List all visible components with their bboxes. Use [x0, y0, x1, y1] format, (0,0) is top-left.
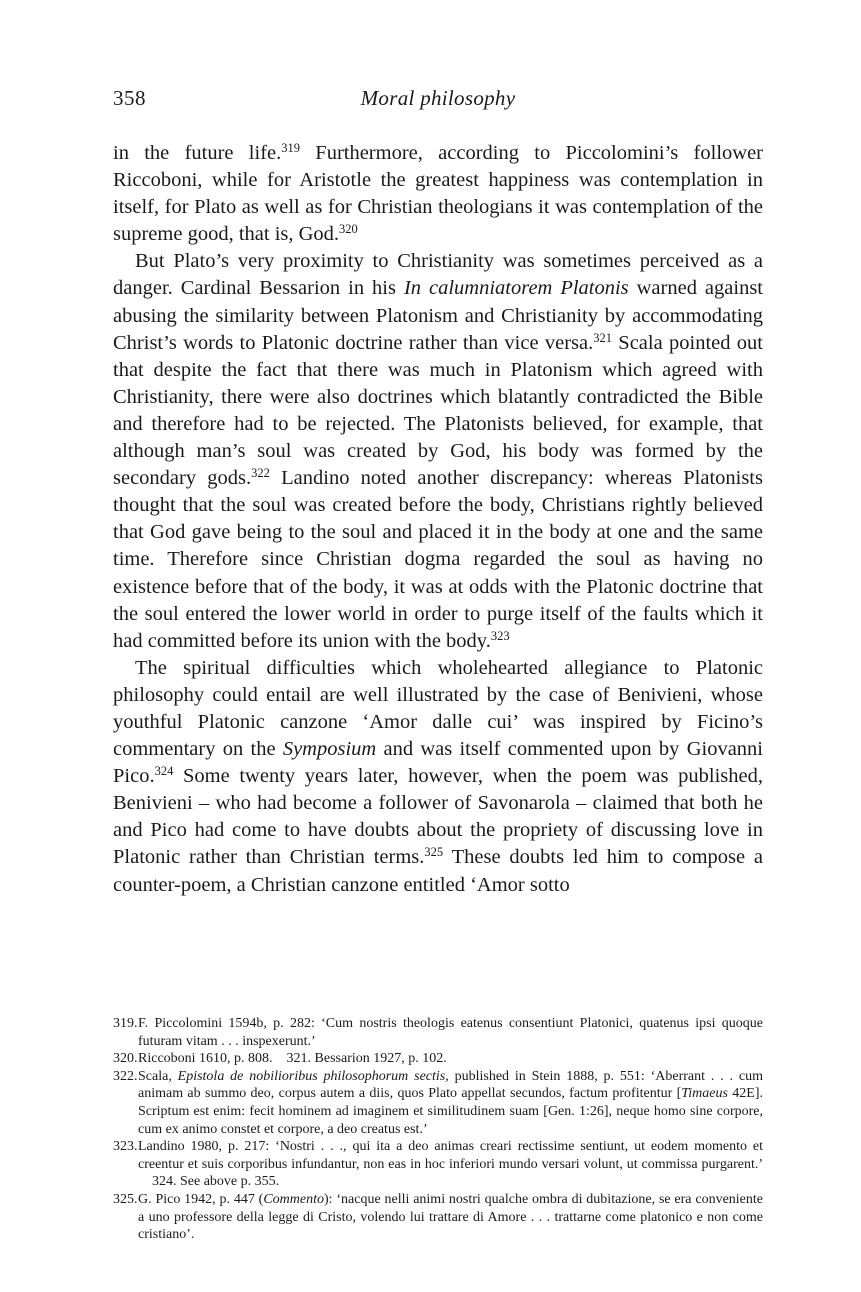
footnote-reference: 325	[424, 845, 444, 860]
footnote-text	[138, 1068, 763, 1138]
text-run: Riccoboni 1610, p. 808.	[138, 1051, 273, 1067]
text-run: 324. See above p. 355.	[152, 1174, 280, 1190]
text-run: 42E]. Scriptum est enim: fecit hominem ad imaginem et similitudinem suam [Gen. 1:26], neque homo sine corpore, cum ex animo constet et corpore, a deo creatus est.’	[138, 1086, 763, 1137]
footnote	[113, 1191, 763, 1244]
text-run: in the future life.	[113, 142, 282, 164]
running-head: Moral philosophy	[360, 86, 516, 110]
page-header	[113, 86, 763, 116]
text-run: and was itself commented upon by Giovanni Pico.	[113, 738, 763, 788]
italic-title: Symposium	[282, 738, 377, 761]
text-run: 321. Bessarion 1927, p. 102.	[286, 1051, 447, 1067]
text-run: G. Pico 1942, p. 447 (	[138, 1191, 264, 1207]
footnote-reference: 321	[593, 330, 612, 345]
page-number: 358	[113, 86, 146, 110]
italic-title: Epistola de nobilioribus philosophorum sectis	[177, 1068, 446, 1084]
paragraph	[113, 140, 763, 248]
footnote	[113, 1138, 763, 1191]
text-run: warned against abusing the similarity between Platonism and Christianity by accommodating Christ’s words to Platonic doctrine rather than vice versa.	[113, 277, 763, 354]
text-run: F. Piccolomini 1594b, p. 282: ‘Cum nostris theologis eatenus consentiunt Platonici, quatenus ipsi quoque futuram vitam . . . inspexerunt.’	[138, 1016, 763, 1049]
footnote-reference: 322	[251, 466, 270, 481]
text-run: Scala,	[138, 1068, 178, 1084]
italic-title: Commento	[263, 1191, 324, 1207]
footnote-number: 320.	[113, 1051, 138, 1067]
text-run: But Plato’s very proximity to Christianity was sometimes perceived as a danger. Cardinal Bessarion in his	[113, 250, 763, 300]
footnote-text	[138, 1015, 763, 1050]
footnote-number: 319.	[113, 1016, 138, 1031]
text-run: , published in Stein 1888, p. 551: ‘Aberrant . . . cum animam ab summo deo, corpus autem a diis, quos Plato appellat secundos, factum profitentur [	[138, 1068, 763, 1102]
text-run: Some twenty years later, however, when the poem was published, Benivieni – who had become a follower of Savonarola – claimed that both he and Pico had come to have doubts about the propriety of discussing love in Platonic rather than Christian terms.	[113, 765, 763, 869]
italic-title: In calumniatorem Platonis	[403, 277, 629, 300]
footnote-text	[138, 1050, 763, 1068]
paragraph	[113, 248, 763, 654]
footnote-reference: 324	[154, 764, 174, 779]
text-run: Landino noted another discrepancy: whereas Platonists thought that the soul was created before the body, Christians rightly believed that God gave being to the soul and placed it in the body at one and the same time. Therefore since Christian dogma regarded the soul as having no existence before that of the body, it was at odds with the Platonic doctrine that the soul entered the lower world in order to purge itself of the faults which it had committed before its union with the body.	[113, 467, 763, 652]
text-run: Scala pointed out that despite the fact that there was much in Platonism which agreed with Christianity, there were also doctrines which blatantly contradicted the Bible and therefore had to be rejected. The Platonists believed, for example, that although man’s soul was created by God, his body was formed by the secondary gods.	[113, 331, 763, 490]
footnote	[113, 1015, 763, 1050]
text-run: Landino 1980, p. 217: ‘Nostri . . ., qui ita a deo animas creari rectissime sentiunt, ut eodem momento et creentur et suis corporibus infundantur, non eas in hoc inferiori mundo versari volunt, ut commissa purgarent.’	[138, 1139, 763, 1172]
footnote-reference: 319	[281, 141, 300, 155]
paragraph	[113, 655, 763, 899]
footnote-number: 325.	[113, 1191, 138, 1207]
footnote	[113, 1068, 763, 1138]
footnote-reference: 320	[339, 222, 358, 237]
main-text	[113, 140, 763, 899]
footnote-text	[138, 1138, 763, 1191]
footnote-number: 322.	[113, 1068, 138, 1084]
text-run: The spiritual difficulties which wholehearted allegiance to Platonic philosophy could entail are well illustrated by the case of Benivieni, whose youthful Platonic canzone ‘Amor dalle cui’ was inspired by Ficino’s commentary on the	[113, 656, 763, 761]
text-run: These doubts led him to compose a counter-poem, a Christian canzone entitled ‘Amor sotto	[113, 846, 764, 896]
footnote-text	[138, 1191, 763, 1244]
text-run: Furthermore, according to Piccolomini’s follower Riccoboni, while for Aristotle the greatest happiness was contemplation in itself, for Plato as well as for Christian theologians it was contemplation of the supreme good, that is, God.	[113, 142, 763, 246]
footnotes	[113, 1015, 763, 1244]
footnote-number: 323.	[113, 1139, 138, 1155]
footnote-reference: 323	[490, 628, 510, 643]
text-run: ): ‘nacque nelli animi nostri qualche ombra di dubitazione, se era conveniente a uno professore della legge di Cristo, volendo lui trattare di Amore . . . trattarne come platonico e non come cristiano’.	[138, 1191, 763, 1243]
italic-title: Timaeus	[681, 1086, 728, 1102]
footnote	[113, 1050, 763, 1068]
